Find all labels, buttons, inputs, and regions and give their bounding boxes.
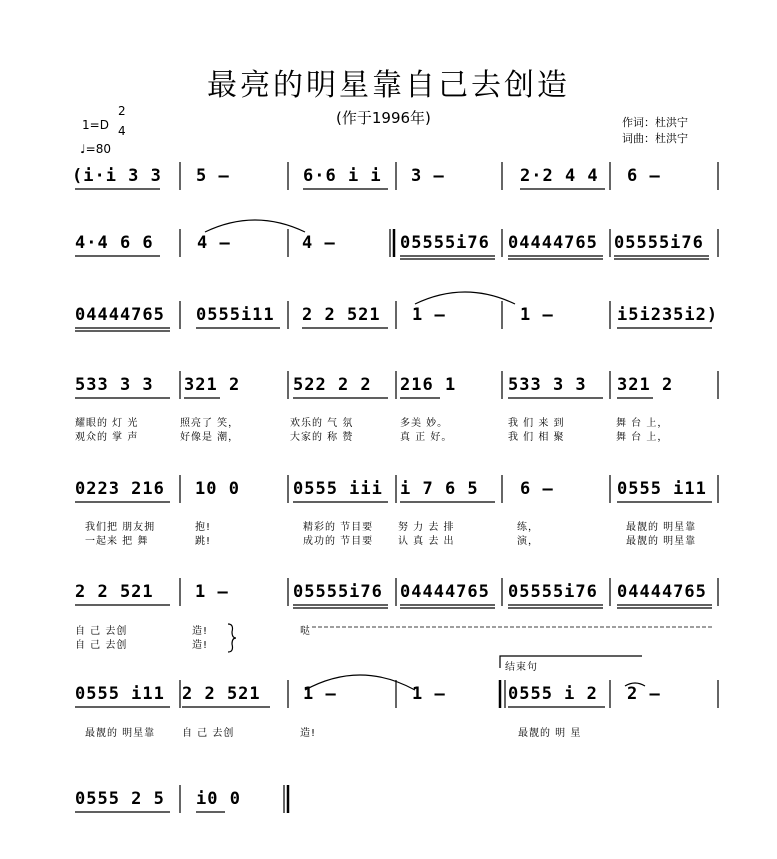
lyric: 抱!	[195, 522, 212, 533]
measure: 4 –	[197, 233, 231, 253]
measure: 0555 i 2	[508, 684, 598, 704]
lyric: 好像是 潮，	[180, 432, 240, 443]
measure: 0555 i11	[75, 684, 165, 704]
time-signature-bottom: 4	[118, 124, 126, 138]
measure: 5 –	[196, 166, 230, 186]
lyric: 观众的 掌 声	[75, 432, 139, 443]
measure: 2 2 521	[302, 305, 381, 325]
key-signature: 1=D	[82, 118, 109, 132]
measure: 0223 216	[75, 479, 165, 499]
lyric: 我 们 相 聚	[508, 432, 565, 443]
lyric: 照亮了 笑，	[180, 418, 240, 429]
lyric: 造!	[192, 640, 209, 651]
measure: 522 2 2	[293, 375, 372, 395]
quarter-note-icon: ♩	[80, 142, 86, 156]
lyric: 真 正 好。	[400, 432, 453, 443]
lyric: 演，	[517, 536, 539, 547]
measure: 04444765	[75, 305, 165, 325]
measure: 4·4 6 6	[75, 233, 154, 253]
lyric: 一起来 把 舞	[85, 536, 149, 547]
measure: 0555i11	[196, 305, 275, 325]
lyric: 我们把 朋友拥	[85, 522, 156, 533]
lyric: 自 己 去创	[75, 626, 128, 637]
lyric: 大家的 称 赞	[290, 432, 354, 443]
measure: 04444765	[508, 233, 598, 253]
measure: 4 –	[302, 233, 336, 253]
measure: 321 2	[184, 375, 241, 395]
measure: i5i235i2)	[617, 305, 719, 325]
measure: 533 3 3	[75, 375, 154, 395]
measure: 05555i76	[614, 233, 704, 253]
lyric: 多美 妙。	[400, 418, 449, 429]
song-title: 最亮的明星靠自己去创造	[207, 68, 570, 103]
measure: 2 2 521	[182, 684, 261, 704]
measure: 04444765	[400, 582, 490, 602]
lyric: 欢乐的 气 氛	[290, 418, 354, 429]
lyric: 耀眼的 灯 光	[75, 418, 139, 429]
lyric: 造!	[300, 728, 317, 739]
lyric: 最靓的 明星靠	[626, 522, 697, 533]
measure: 216 1	[400, 375, 457, 395]
lyric: 最靓的 明 星	[518, 728, 582, 739]
lyric: 最靓的 明星靠	[626, 536, 697, 547]
lyric: 最靓的 明星靠	[85, 728, 156, 739]
measure: 2 2 521	[75, 582, 154, 602]
measure: 1 –	[303, 684, 337, 704]
measure: 05555i76	[508, 582, 598, 602]
measure: (i·i 3 3	[72, 166, 162, 186]
lyric: 成功的 节目要	[303, 536, 374, 547]
lyric: 精彩的 节目要	[303, 522, 374, 533]
tempo-marking: ♩=80	[80, 142, 111, 156]
lyric: 跳!	[195, 536, 212, 547]
time-signature-top: 2	[118, 104, 126, 118]
measure: 0555 iii	[293, 479, 383, 499]
measure: i 7 6 5	[400, 479, 479, 499]
lyricist-credit: 作词：杜洪宁	[622, 116, 688, 129]
measure: 05555i76	[293, 582, 383, 602]
lyric: 练，	[517, 522, 539, 533]
measure: 2·2 4 4	[520, 166, 599, 186]
ending-label: 结束句	[505, 662, 538, 673]
measure: 1 –	[195, 582, 229, 602]
composition-year: (作于1996年)	[336, 109, 431, 127]
measure: 3 –	[411, 166, 445, 186]
measure: 10 0	[195, 479, 240, 499]
lyric: 造!	[192, 626, 209, 637]
lyric: 舞 台 上，	[616, 432, 669, 443]
measure: 6·6 i i	[303, 166, 382, 186]
measure: 05555i76	[400, 233, 490, 253]
composer-credit: 词曲：杜洪宁	[622, 132, 688, 145]
measure: 0555 2 5	[75, 789, 165, 809]
measure: 6 –	[520, 479, 554, 499]
measure: 1 –	[520, 305, 554, 325]
lyric: 努 力 去 排	[398, 522, 455, 533]
measure: 04444765	[617, 582, 707, 602]
lyric: 哒	[300, 626, 311, 637]
lyric: 我 们 来 到	[508, 418, 565, 429]
measure: 1 –	[412, 684, 446, 704]
measure: 6 –	[627, 166, 661, 186]
measure: 533 3 3	[508, 375, 587, 395]
lyric: 自 己 去创	[182, 728, 235, 739]
measure: 1 –	[412, 305, 446, 325]
measure: i0 0	[196, 789, 241, 809]
lyric: 舞 台 上，	[616, 418, 669, 429]
measure: 321 2	[617, 375, 674, 395]
measure: 2 –	[627, 684, 661, 704]
measure: 0555 i11	[617, 479, 707, 499]
lyric: 自 己 去创	[75, 640, 128, 651]
lyric: 认 真 去 出	[398, 536, 455, 547]
